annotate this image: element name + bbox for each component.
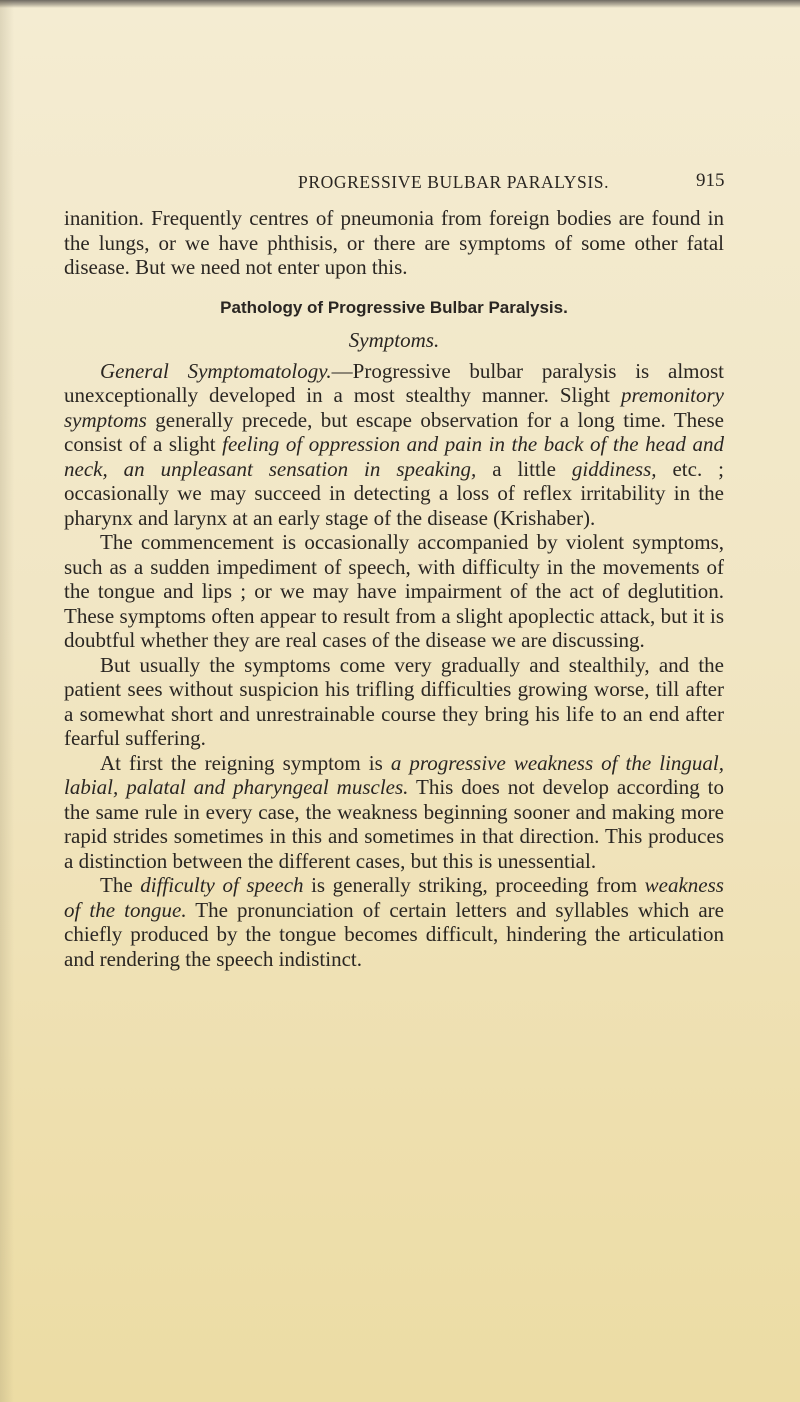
text-span: This does not develop according to the same rule in every case, the weakness beginning sooner and making more rapid strides sometimes in this and sometimes in that direction. This produces a distinction between the different cases, but this is unessential.	[64, 775, 724, 873]
paragraph-difficulty-of-speech	[64, 873, 724, 971]
emphasis-giddiness: giddiness,	[571, 456, 657, 481]
paragraph-gradual-onset: But usually the symptoms come very gradually and stealthily, and the patient sees without suspicion his trifling difficulties growing worse, till after a somewhat short and unrestrainable course they bring his life to an end after fearful suffering.	[64, 652, 724, 750]
paragraph-general-symptomatology	[64, 359, 724, 531]
subheading-symptoms: Symptoms.	[348, 328, 440, 352]
text-span: a little	[476, 456, 572, 481]
section-heading: Pathology of Progressive Bulbar Paralysis.	[220, 297, 568, 317]
text-span: generally precede, but escape observation for a long time. These consist of a slight	[64, 407, 724, 456]
paragraph-reigning-symptom	[64, 751, 724, 874]
lead-general-symptomatology: General Symptomatology.	[100, 358, 332, 383]
text-span: The pronunciation of certain letters and syllables which are chiefly produced by the tongue becomes difficult, hindering the articulation and rendering the speech indistinct.	[64, 897, 724, 971]
page-number: 915	[696, 170, 725, 191]
text-span: At first the reigning symptom is	[100, 750, 391, 775]
emphasis-difficulty-of-speech: difficulty of speech	[140, 873, 304, 897]
emphasis-premonitory: premonitory symptoms	[64, 383, 724, 432]
paragraph-commencement: The commencement is occasionally accompanied by violent symptoms, such as a sudden impediment of speech, with difficulty in the movements of the tongue and lips ; or we may have impairment of the act of deglutition. These symptoms often appear to result from a slight apoplectic attack, but it is doubtful whether they are real cases of the disease we are discussing.	[64, 530, 724, 652]
body-text	[64, 206, 724, 971]
text-span: etc. ; occasionally we may succeed in detecting a loss of reflex irritability in the pharynx and larynx at an early stage of the disease (Krishaber).	[64, 456, 724, 530]
running-header: PROGRESSIVE BULBAR PARALYSIS.	[298, 172, 610, 192]
paragraph-inanition: inanition. Frequently centres of pneumonia from foreign bodies are found in the lungs, or we have phthisis, or there are symptoms of some other fatal disease. But we need not enter upon this.	[64, 206, 724, 279]
emphasis-progressive-weakness: a progressive weakness of the lingual, labial, palatal and pharyngeal muscles.	[64, 750, 724, 799]
text-span: —Progressive bulbar paralysis is almost unexceptionally developed in a most stealthy manner. Slight	[64, 358, 724, 407]
text-span: is generally striking, proceeding from	[303, 873, 645, 897]
emphasis-weakness-of-tongue: weakness of the tongue.	[64, 873, 724, 922]
text-span: The	[100, 873, 141, 897]
emphasis-feeling: feeling of oppression and pain in the back of the head and neck, an unpleasant sensation in speaking,	[64, 432, 725, 481]
